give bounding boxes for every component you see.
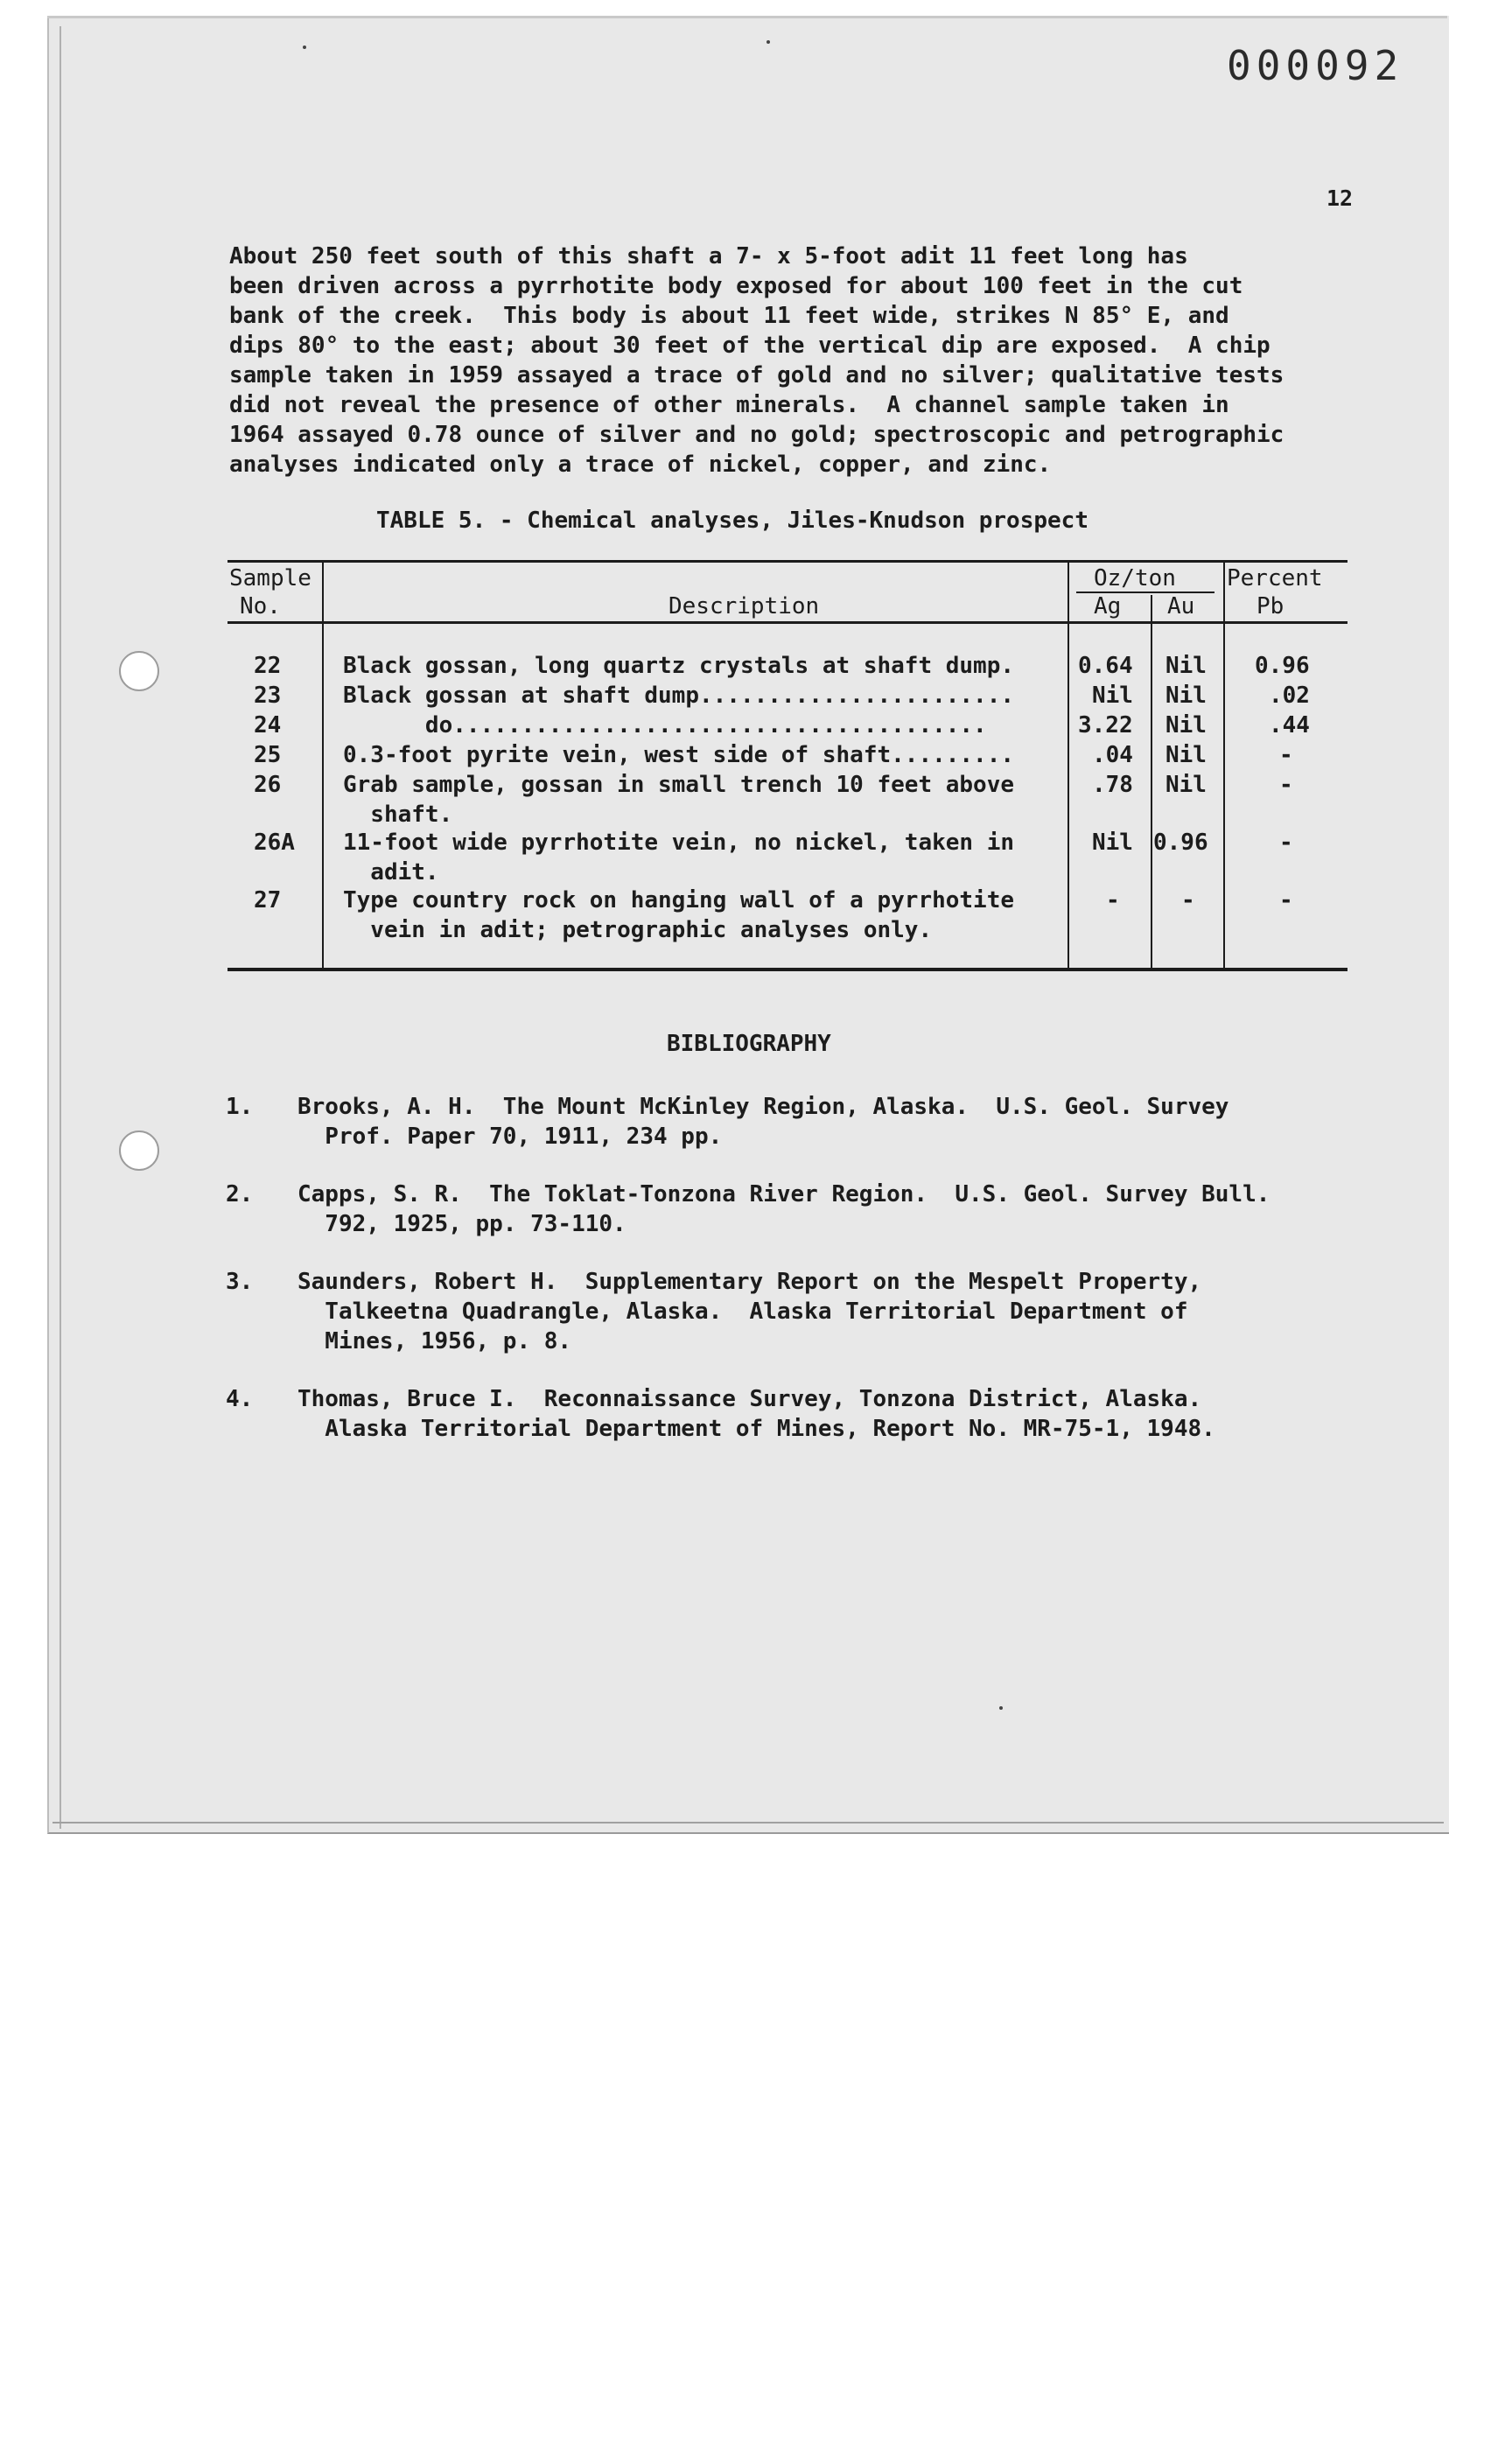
cell-sample-no: 24 [254, 712, 282, 738]
header-pb: Pb [1256, 593, 1284, 620]
cell-description: 0.3-foot pyrite vein, west side of shaft......... [343, 742, 1015, 768]
cell-pb: .44 [1269, 712, 1310, 738]
speck [999, 1706, 1003, 1710]
bibliography-number: 2. [226, 1181, 254, 1208]
cell-ag: - [1106, 887, 1120, 914]
page-bottom-edge [52, 1822, 1444, 1824]
cell-au: Nil [1166, 712, 1207, 738]
cell-pb: - [1279, 887, 1293, 914]
body-paragraph [229, 242, 1358, 480]
paragraph-line: sample taken in 1959 assayed a trace of gold and no silver; qualitative tests [229, 362, 1284, 388]
paragraph-line: About 250 feet south of this shaft a 7- x 5-foot adit 11 feet long has [229, 243, 1188, 270]
bibliography-number: 1. [226, 1094, 254, 1120]
cell-au: 0.96 [1153, 830, 1208, 856]
table-bottom-rule [228, 968, 1348, 971]
cell-description: Grab sample, gossan in small trench 10 feet above [343, 772, 1015, 798]
table-header-rule [228, 621, 1348, 624]
cell-au: Nil [1166, 772, 1207, 798]
cell-description: Type country rock on hanging wall of a pyrrhotite [343, 887, 1015, 914]
paragraph-line: 1964 assayed 0.78 ounce of silver and no gold; spectroscopic and petrographic [229, 422, 1284, 448]
speck [766, 40, 770, 44]
cell-sample-no: 26A [254, 830, 295, 856]
cell-sample-no: 23 [254, 682, 282, 709]
paragraph-line: analyses indicated only a trace of nickel, copper, and zinc. [229, 452, 1052, 478]
header-oz-ton: Oz/ton [1094, 565, 1176, 592]
paragraph-line: been driven across a pyrrhotite body exposed for about 100 feet in the cut [229, 273, 1243, 299]
bibliography-number: 3. [226, 1269, 254, 1295]
cell-ag: 0.64 [1078, 653, 1133, 679]
cell-description: do....................................... [343, 712, 987, 738]
header-sample: Sample [229, 565, 312, 592]
bibliography-line: Alaska Territorial Department of Mines, Report No. MR-75-1, 1948. [298, 1416, 1215, 1442]
cell-description: 11-foot wide pyrrhotite vein, no nickel, taken in [343, 830, 1015, 856]
cell-description-continued: adit. [343, 859, 439, 886]
cell-sample-no: 27 [254, 887, 282, 914]
cell-au: Nil [1166, 742, 1207, 768]
cell-ag: 3.22 [1078, 712, 1133, 738]
bibliography-heading: BIBLIOGRAPHY [667, 1031, 831, 1057]
bibliography-line: Prof. Paper 70, 1911, 234 pp. [298, 1124, 723, 1150]
cell-description-continued: shaft. [343, 802, 453, 828]
cell-au: Nil [1166, 682, 1207, 709]
cell-ag: .78 [1092, 772, 1133, 798]
cell-pb: .02 [1269, 682, 1310, 709]
cell-description: Black gossan at shaft dump....................... [343, 682, 1015, 709]
punch-hole [119, 1130, 159, 1171]
bibliography-line: Brooks, A. H. The Mount McKinley Region, Alaska. U.S. Geol. Survey [298, 1094, 1229, 1120]
page-left-margin-line [60, 26, 61, 1829]
speck [303, 46, 306, 49]
cell-pb: - [1279, 830, 1293, 856]
table-top-rule [228, 560, 1348, 563]
bibliography-line: Talkeetna Quadrangle, Alaska. Alaska Territorial Department of [298, 1298, 1188, 1325]
column-divider [1151, 595, 1152, 970]
header-au: Au [1167, 593, 1195, 620]
cell-pb: - [1279, 742, 1293, 768]
column-divider [322, 563, 324, 970]
header-percent: Percent [1227, 565, 1323, 592]
cell-sample-no: 22 [254, 653, 282, 679]
cell-ag: Nil [1092, 682, 1133, 709]
cell-sample-no: 26 [254, 772, 282, 798]
cell-au: - [1181, 887, 1195, 914]
header-description: Description [668, 593, 820, 620]
cell-description: Black gossan, long quartz crystals at shaft dump. [343, 653, 1015, 679]
cell-ag: .04 [1092, 742, 1133, 768]
cell-ag: Nil [1092, 830, 1133, 856]
cell-pb: - [1279, 772, 1293, 798]
page-top-edge [47, 16, 1447, 18]
column-divider [1223, 563, 1225, 970]
paragraph-line: dips 80° to the east; about 30 feet of the vertical dip are exposed. A chip [229, 332, 1270, 359]
page-number: 12 [1326, 186, 1354, 211]
cell-sample-no: 25 [254, 742, 282, 768]
bibliography-line: 792, 1925, pp. 73-110. [298, 1211, 626, 1237]
stamp-number: 000092 [1227, 42, 1404, 89]
bibliography-line: Saunders, Robert H. Supplementary Report on the Mespelt Property, [298, 1269, 1202, 1295]
column-divider [1068, 563, 1069, 970]
bibliography-number: 4. [226, 1386, 254, 1412]
cell-description-continued: vein in adit; petrographic analyses only. [343, 917, 933, 943]
bibliography-line: Mines, 1956, p. 8. [298, 1328, 572, 1354]
cell-au: Nil [1166, 653, 1207, 679]
bibliography-line: Capps, S. R. The Toklat-Tonzona River Region. U.S. Geol. Survey Bull. [298, 1181, 1270, 1208]
table-caption: TABLE 5. - Chemical analyses, Jiles-Knudson prospect [376, 508, 1088, 534]
paragraph-line: did not reveal the presence of other minerals. A channel sample taken in [229, 392, 1229, 418]
header-ag: Ag [1094, 593, 1122, 620]
bibliography-line: Thomas, Bruce I. Reconnaissance Survey, Tonzona District, Alaska. [298, 1386, 1202, 1412]
cell-pb: 0.96 [1255, 653, 1310, 679]
paragraph-line: bank of the creek. This body is about 11 feet wide, strikes N 85° E, and [229, 303, 1229, 329]
analyses-table [228, 560, 1348, 980]
header-sample-no: No. [240, 593, 281, 620]
punch-hole [119, 651, 159, 691]
